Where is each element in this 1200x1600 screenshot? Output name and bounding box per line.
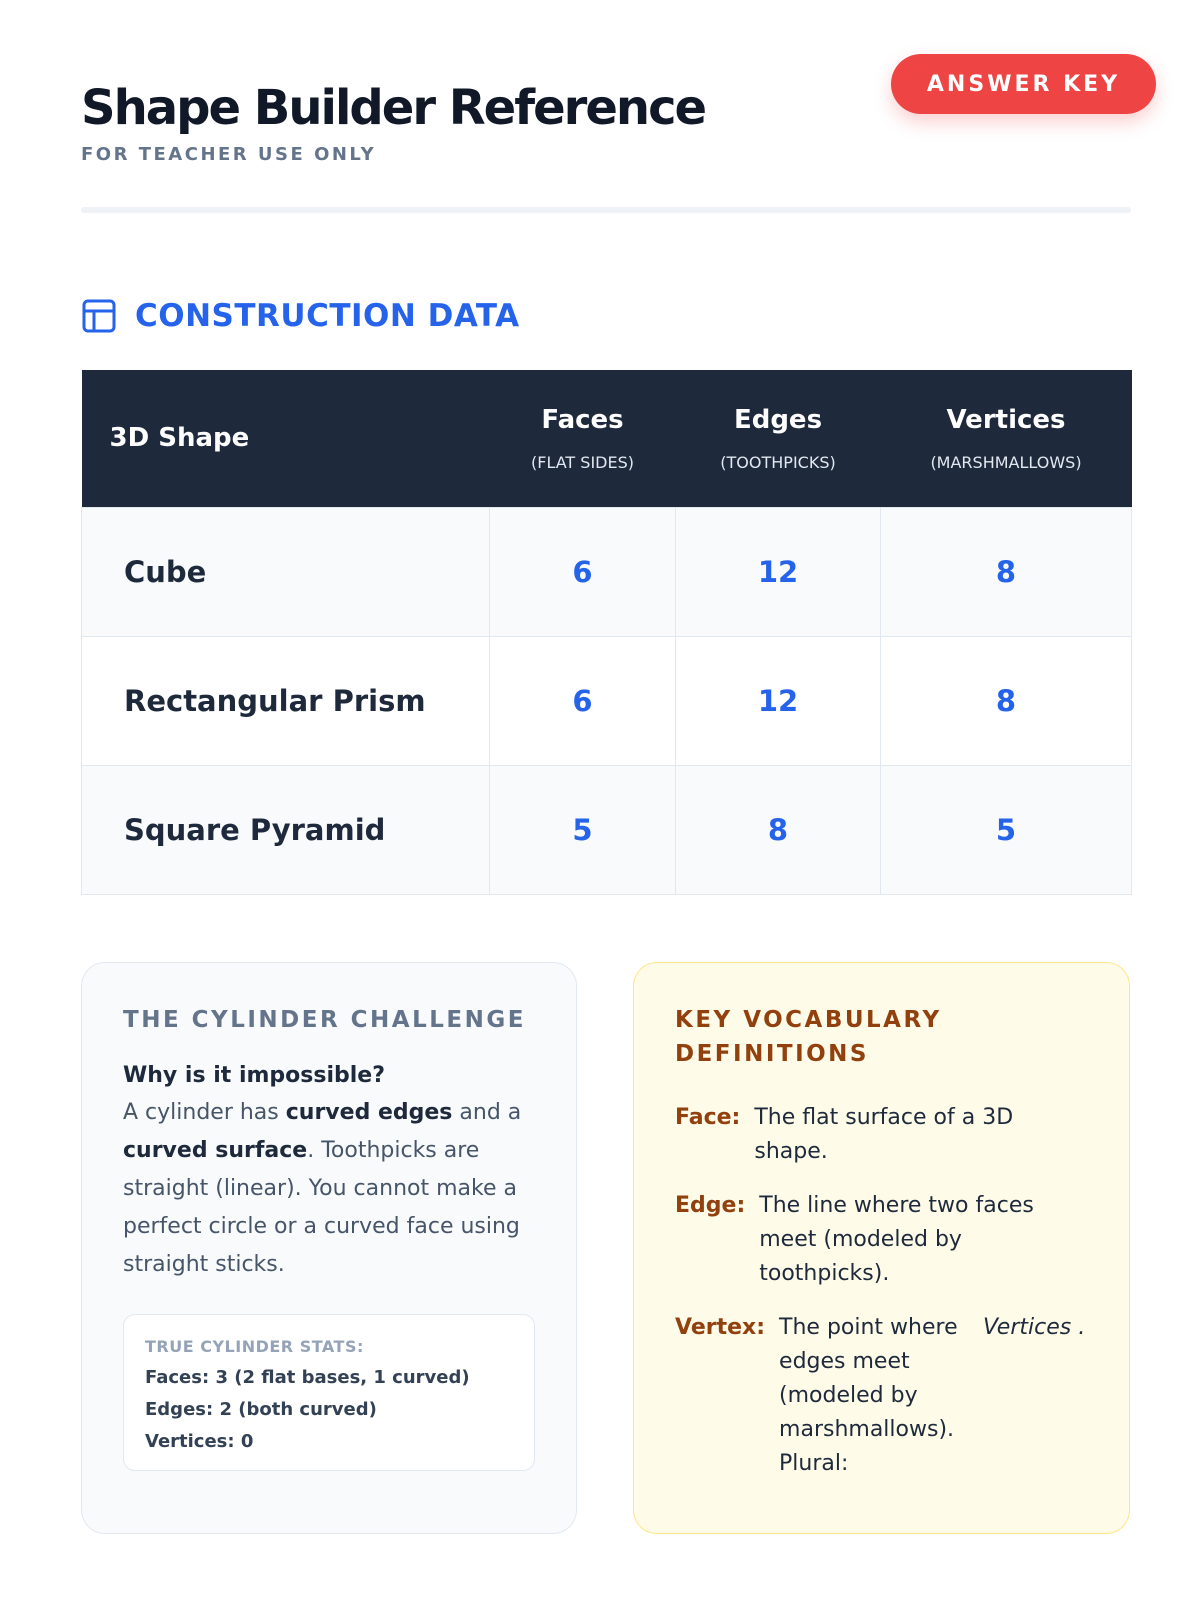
definition-term: Edge: bbox=[675, 1193, 746, 1218]
definition-item bbox=[675, 1101, 1088, 1169]
definition-plural: Vertices . bbox=[983, 1315, 1086, 1340]
page-title: Shape Builder Reference bbox=[81, 80, 706, 136]
cylinder-stats-label: TRUE CYLINDER STATS: bbox=[145, 1337, 364, 1356]
construction-data-heading bbox=[81, 296, 520, 336]
explanation-text: and a bbox=[452, 1100, 522, 1125]
definition-term: Vertex: bbox=[675, 1315, 766, 1340]
column-header-vertices bbox=[881, 370, 1132, 507]
definition-text: The point where edges meet (modeled by marshmallows). Plural: bbox=[779, 1315, 958, 1476]
column-header-label: Faces bbox=[541, 404, 624, 435]
construction-table bbox=[81, 370, 1132, 895]
section-title: CONSTRUCTION DATA bbox=[135, 298, 520, 334]
cylinder-question: Why is it impossible? bbox=[123, 1063, 385, 1088]
header-divider bbox=[81, 207, 1131, 213]
cylinder-card-title: THE CYLINDER CHALLENGE bbox=[123, 1007, 526, 1033]
column-header-faces bbox=[490, 370, 676, 507]
table-row bbox=[82, 765, 1132, 894]
vertices-cell: 8 bbox=[881, 636, 1132, 765]
column-header-sublabel: (TOOTHPICKS) bbox=[720, 452, 836, 472]
explanation-emphasis: curved edges bbox=[285, 1100, 453, 1125]
table-header-row bbox=[82, 370, 1132, 507]
vocabulary-list bbox=[675, 1101, 1088, 1481]
column-header-label: Edges bbox=[733, 404, 823, 435]
faces-cell: 6 bbox=[490, 636, 676, 765]
column-header-sublabel: (FLAT SIDES) bbox=[531, 452, 634, 472]
explanation-text: . Toothpicks are straight (linear). You cannot make a perfect circle or a curved face using straight sticks. bbox=[123, 1138, 520, 1277]
faces-cell: 5 bbox=[490, 765, 676, 894]
definition-term: Face: bbox=[675, 1105, 741, 1130]
shape-name-cell: Rectangular Prism bbox=[82, 636, 490, 765]
definition-item bbox=[675, 1189, 1088, 1291]
answer-key-badge: ANSWER KEY bbox=[891, 54, 1156, 114]
cylinder-stats-box bbox=[123, 1314, 535, 1471]
explanation-emphasis: curved surface bbox=[123, 1138, 308, 1163]
table-row bbox=[82, 507, 1132, 636]
explanation-text: A cylinder has bbox=[123, 1100, 286, 1125]
shape-name-cell: Cube bbox=[82, 507, 490, 636]
column-header-label: 3D Shape bbox=[109, 423, 250, 454]
faces-cell: 6 bbox=[490, 507, 676, 636]
page-subtitle: FOR TEACHER USE ONLY bbox=[81, 144, 377, 165]
vocabulary-card bbox=[633, 962, 1130, 1534]
column-header-edges bbox=[676, 370, 881, 507]
shape-name-cell: Square Pyramid bbox=[82, 765, 490, 894]
cylinder-stat-line: Vertices: 0 bbox=[145, 1431, 254, 1452]
column-header-label: Vertices bbox=[946, 404, 1066, 435]
edges-cell: 12 bbox=[676, 636, 881, 765]
cylinder-stat-line: Faces: 3 (2 flat bases, 1 curved) bbox=[145, 1367, 470, 1388]
edges-cell: 8 bbox=[676, 765, 881, 894]
vertices-cell: 5 bbox=[881, 765, 1132, 894]
edges-cell: 12 bbox=[676, 507, 881, 636]
cylinder-stat-line: Edges: 2 (both curved) bbox=[145, 1399, 377, 1420]
column-header-shape bbox=[82, 370, 490, 507]
table-icon bbox=[81, 298, 117, 334]
vertices-cell: 8 bbox=[881, 507, 1132, 636]
cylinder-challenge-card bbox=[81, 962, 577, 1534]
definition-text: The flat surface of a 3D shape. bbox=[754, 1105, 1014, 1164]
column-header-sublabel: (MARSHMALLOWS) bbox=[930, 452, 1082, 472]
definition-text: The line where two faces meet (modeled by toothpicks). bbox=[759, 1193, 1034, 1286]
definition-item bbox=[675, 1311, 1088, 1481]
cylinder-explanation bbox=[123, 1094, 535, 1284]
vocabulary-card-title: KEY VOCABULARY DEFINITIONS bbox=[675, 1007, 942, 1067]
table-row bbox=[82, 636, 1132, 765]
